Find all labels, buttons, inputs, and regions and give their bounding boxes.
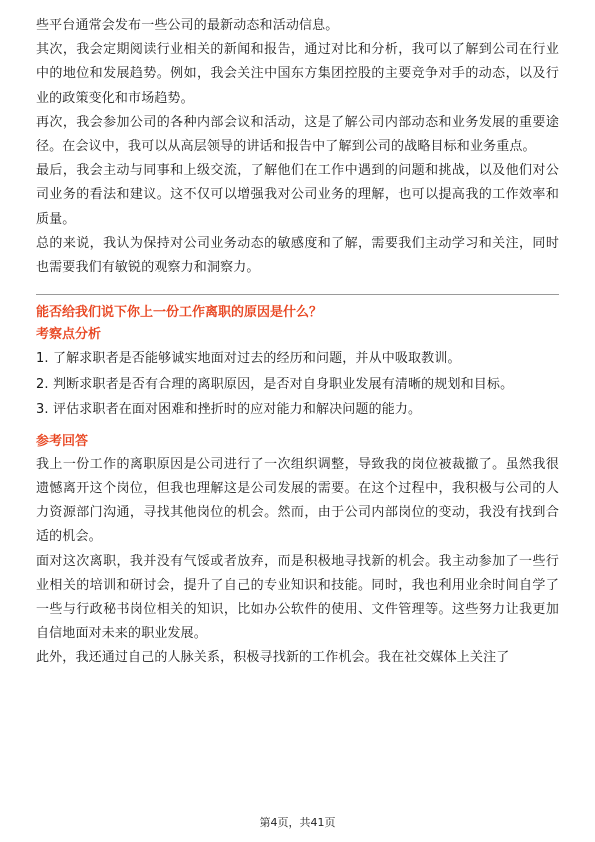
document-page	[36, 14, 559, 671]
section-divider	[36, 294, 559, 295]
answer-paragraph: 面对这次离职，我并没有气馁或者放弃，而是积极地寻找新的机会。我主动参加了一些行业相关的培训和研讨会，提升了自己的专业知识和技能。同时，我也利用业余时间自学了一些与行政秘书岗位相关的知识，比如办公软件的使用、文件管理等。这些努力让我更加自信地面对未来的职业发展。	[36, 553, 559, 642]
paragraph: 再次，我会参加公司的各种内部会议和活动，这是了解公司内部动态和业务发展的重要途径。在会议中，我可以从高层领导的讲话和报告中了解到公司的战略目标和业务重点。	[36, 114, 559, 155]
paragraph: 总的来说，我认为保持对公司业务动态的敏感度和了解，需要我们主动学习和关注，同时也需要我们有敏锐的观察力和洞察力。	[36, 235, 559, 276]
analysis-item: 1. 了解求职者是否能够诚实地面对过去的经历和问题，并从中吸取教训。	[36, 351, 461, 367]
answer-paragraph: 此外，我还通过自己的人脉关系，积极寻找新的工作机会。我在社交媒体上关注了	[36, 650, 510, 666]
paragraph: 最后，我会主动与同事和上级交流，了解他们在工作中遇到的问题和挑战，以及他们对公司业务的看法和建议。这不仅可以增强我对公司业务的理解，也可以提高我的工作效率和质量。	[36, 163, 559, 227]
answer-title: 参考回答	[36, 433, 89, 449]
analysis-item: 2. 判断求职者是否有合理的离职原因，是否对自身职业发展有清晰的规划和目标。	[36, 376, 514, 392]
paragraph: 些平台通常会发布一些公司的最新动态和活动信息。	[36, 18, 339, 33]
analysis-item: 3. 评估求职者在面对困难和挫折时的应对能力和解决问题的能力。	[36, 402, 422, 418]
page-number: 第4页，共41页	[259, 816, 336, 829]
answer-paragraph: 我上一份工作的离职原因是公司进行了一次组织调整，导致我的岗位被裁撤了。虽然我很遗憾离开这个岗位，但我也理解这是公司发展的需要。在这个过程中，我积极与公司的人力资源部门沟通，寻找其他岗位的机会。然而，由于公司内部岗位的变动，我没有找到合适的机会。	[36, 456, 559, 545]
analysis-title: 考察点分析	[36, 327, 102, 343]
paragraph: 其次，我会定期阅读行业相关的新闻和报告，通过对比和分析，我可以了解到公司在行业中的地位和发展趋势。例如，我会关注中国东方集团控股的主要竞争对手的动态，以及行业的政策变化和市场趋势。	[36, 42, 559, 106]
interview-question: 能否给我们说下你上一份工作离职的原因是什么？	[36, 305, 323, 321]
